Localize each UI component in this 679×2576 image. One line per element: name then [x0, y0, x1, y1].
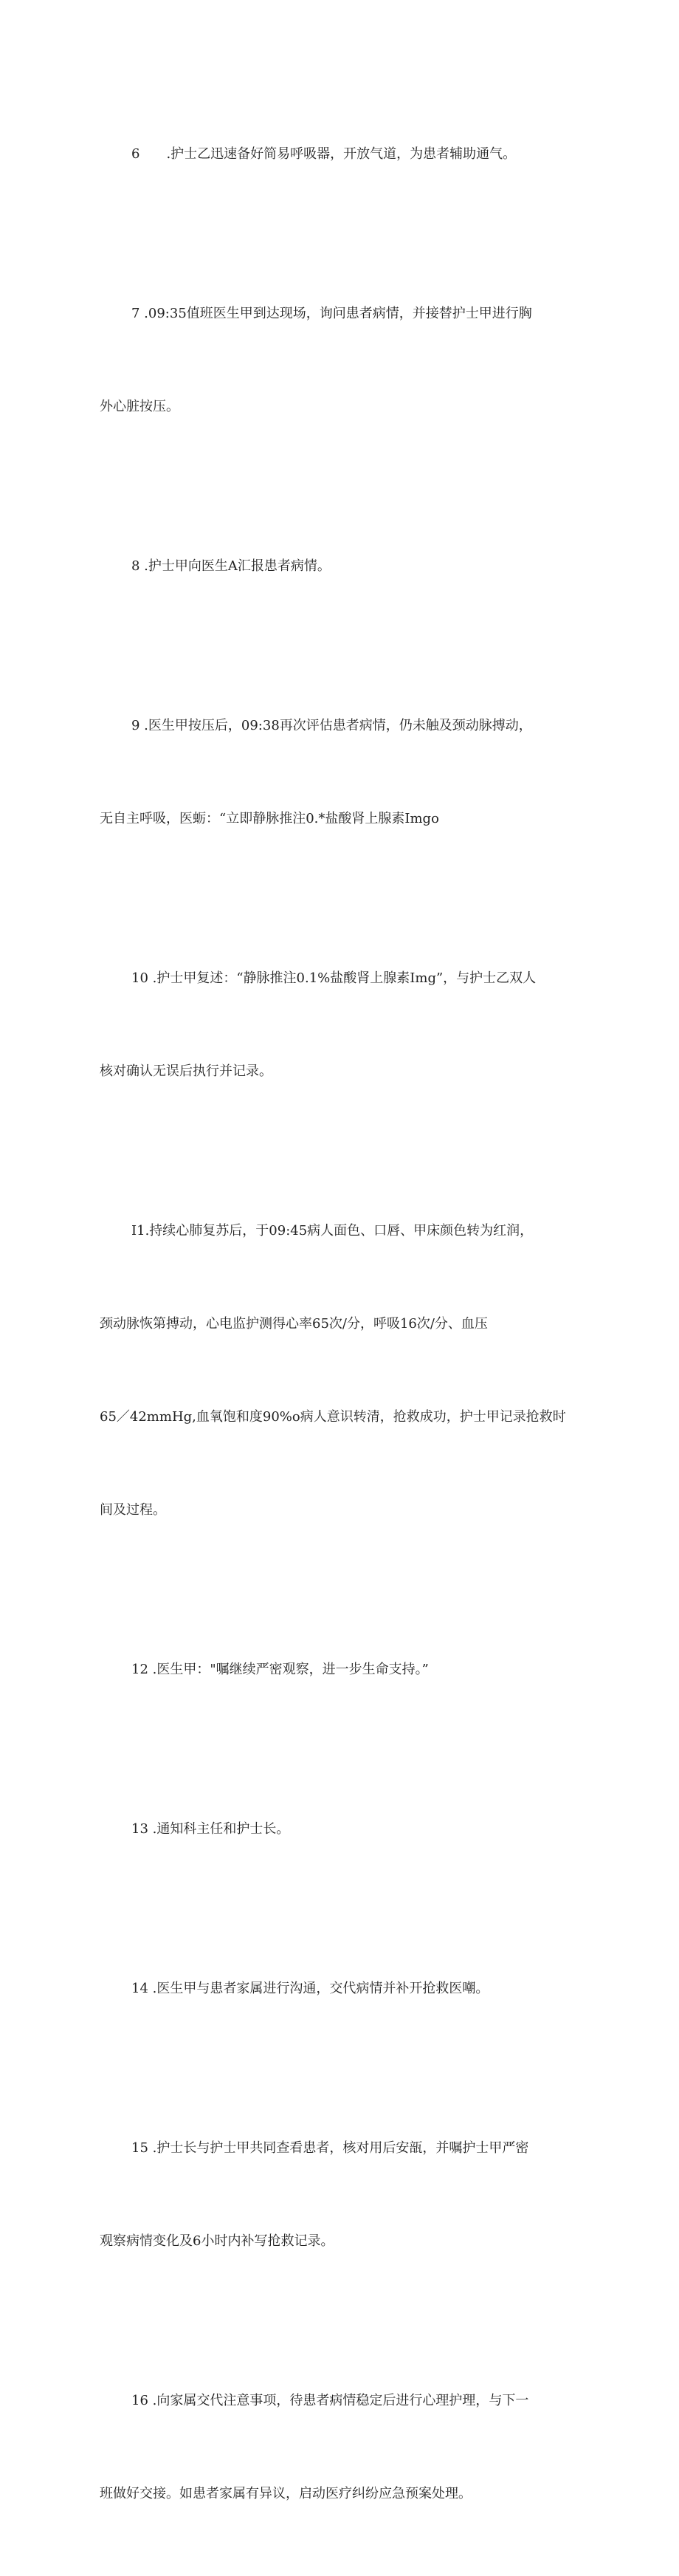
paragraph-line: I1.持续心肺复苏后，于09:45病人面色、口唇、甲床颜色转为红润，	[131, 1223, 534, 1239]
paragraph-item-13	[100, 1752, 583, 1907]
paragraph-item-9	[100, 648, 583, 897]
paragraph-item-8	[100, 489, 583, 644]
paragraph-line: 间及过程。	[100, 1502, 166, 1518]
paragraph-line: 无自主呼吸，医蛎：“立即静脉推注0.*盐酸肾上腺素Imgo	[100, 811, 439, 826]
paragraph-item-11	[100, 1154, 583, 1588]
paragraph-item-15	[100, 2071, 583, 2319]
paragraph-item-7	[100, 236, 583, 484]
paragraph-line: 15 .护士长与护士甲共同查看患者，核对用后安瓿，并嘱护士甲严密	[131, 2140, 529, 2156]
paragraph-line: 65／42mmHg,血氧饱和度90%o病人意识转清，抢救成功，护士甲记录抢救时	[100, 1409, 566, 1425]
paragraph-item-10	[100, 901, 583, 1149]
document-body	[100, 77, 583, 2576]
paragraph-line: 颈动脉恢第搏动，心电监护测得心率65次/分，呼吸16次/分、血压	[100, 1316, 488, 1332]
paragraph-line: 班做好交接。如患者家属有异议，启动医疗纠纷应急预案处理。	[100, 2486, 472, 2501]
paragraph-line: 10 .护士甲复述：“静脉推注0.1%盐酸肾上腺素Img”，与护士乙双人	[131, 970, 537, 986]
paragraph-line: 9 .医生甲按压后，09:38再次评估患者病情，仍未触及颈动脉搏动，	[131, 718, 532, 733]
paragraph-line: 观察病情变化及6小时内补写抢救记录。	[100, 2233, 334, 2249]
paragraph-line: 13 .通知科主任和护士长。	[131, 1821, 290, 1837]
paragraph-line: 外心脏按压。	[100, 399, 179, 414]
paragraph-item-6	[100, 77, 583, 232]
paragraph-line: 7 .09:35值班医生甲到达现场，询问患者病情，并接替护士甲进行胸	[131, 306, 532, 321]
paragraph-item-12	[100, 1592, 583, 1747]
paragraph-line: 14 .医生甲与患者家属进行沟通，交代病情并补开抢救医嘲。	[131, 1981, 489, 1996]
paragraph-item-14	[100, 1911, 583, 2066]
paragraph-line: 16 .向家属交代注意事项，待患者病情稳定后进行心理护理，与下一	[131, 2393, 529, 2408]
paragraph-line: 核对确认无误后执行并记录。	[100, 1063, 272, 1079]
paragraph-line: 12 .医生甲："嘱继续严密观察，进一步生命支持。”	[131, 1662, 429, 1677]
paragraph-line: 8 .护士甲向医生A汇报患者病情。	[131, 558, 331, 574]
paragraph-line: 6 .护士乙迅速备好简易呼吸器，开放气道，为患者辅助通气。	[131, 146, 517, 162]
paragraph-item-16	[100, 2323, 583, 2572]
